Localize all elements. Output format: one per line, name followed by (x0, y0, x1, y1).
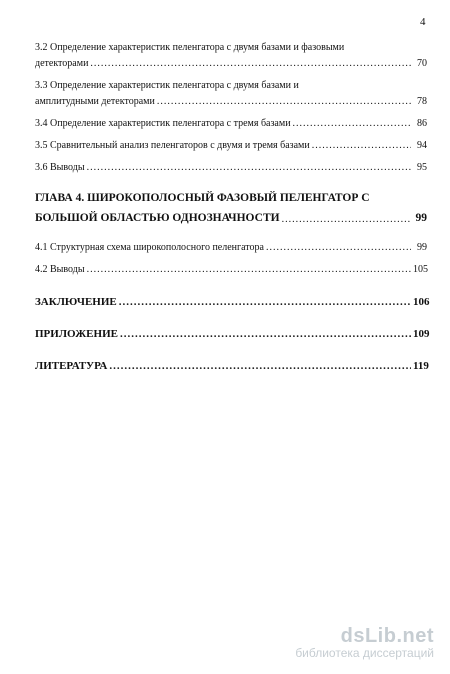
toc-item-3-6[interactable] (35, 160, 427, 176)
toc-chapter-4[interactable] (35, 208, 427, 228)
leader-dots (282, 212, 411, 228)
toc-appendix-page: 109 (413, 328, 430, 340)
toc-conclusion-page: 106 (413, 296, 430, 308)
toc-literature[interactable] (35, 358, 427, 374)
toc-chapter-4-page: 99 (415, 212, 427, 224)
leader-dots (120, 326, 411, 342)
leader-dots (87, 160, 411, 176)
leader-dots (266, 240, 411, 256)
toc-item-3-5-text: 3.5 Сравнительный анализ пеленгаторов с двумя и тремя базами (35, 140, 310, 151)
toc-item-3-4-text: 3.4 Определение характеристик пеленгатора с тремя базами (35, 118, 291, 129)
toc-item-4-2[interactable] (35, 262, 427, 278)
toc-item-3-4-page: 86 (417, 118, 427, 129)
toc-literature-text: ЛИТЕРАТУРА (35, 360, 108, 372)
toc-item-3-3[interactable] (35, 94, 427, 110)
toc-item-4-1[interactable] (35, 240, 427, 256)
toc-item-4-1-page: 99 (417, 242, 427, 253)
toc-appendix[interactable] (35, 326, 430, 342)
table-of-contents (35, 40, 430, 374)
leader-dots (109, 358, 411, 374)
toc-item-3-5[interactable] (35, 138, 427, 154)
toc-item-3-2-line2: детекторами (35, 58, 89, 69)
watermark (295, 625, 434, 660)
leader-dots (90, 56, 411, 72)
toc-item-4-1-text: 4.1 Структурная схема широкополосного пеленгатора (35, 242, 264, 253)
toc-item-3-3-line2: амплитудными детекторами (35, 96, 155, 107)
toc-item-3-3-page: 78 (417, 96, 427, 107)
toc-item-3-6-text: 3.6 Выводы (35, 162, 85, 173)
watermark-brand: dsLib.net (340, 625, 434, 647)
toc-conclusion[interactable] (35, 294, 430, 310)
toc-item-3-3-line1: 3.3 Определение характеристик пеленгатора с двумя базами и (35, 80, 299, 91)
leader-dots (157, 94, 411, 110)
toc-item-3-2-page: 70 (417, 58, 427, 69)
toc-appendix-text: ПРИЛОЖЕНИЕ (35, 328, 118, 340)
leader-dots (293, 116, 411, 132)
toc-literature-page: 119 (413, 360, 429, 372)
page-number: 4 (420, 16, 426, 28)
watermark-tagline: библиотека диссертаций (295, 646, 434, 660)
toc-item-3-2[interactable] (35, 56, 427, 72)
chapter-4-title-line2: БОЛЬШОЙ ОБЛАСТЬЮ ОДНОЗНАЧНОСТИ (35, 212, 280, 224)
toc-item-4-2-text: 4.2 Выводы (35, 264, 85, 275)
toc-item-3-6-page: 95 (417, 162, 427, 173)
leader-dots (87, 262, 411, 278)
toc-item-3-4[interactable] (35, 116, 427, 132)
leader-dots (119, 294, 411, 310)
leader-dots (312, 138, 411, 154)
toc-conclusion-text: ЗАКЛЮЧЕНИЕ (35, 296, 117, 308)
toc-item-3-5-page: 94 (417, 140, 427, 151)
chapter-4-title-line1: ГЛАВА 4. ШИРОКОПОЛОСНЫЙ ФАЗОВЫЙ ПЕЛЕНГАТОР С (35, 192, 370, 204)
toc-item-4-2-page: 105 (413, 264, 428, 275)
toc-item-3-2-line1: 3.2 Определение характеристик пеленгатора с двумя базами и фазовыми (35, 42, 345, 53)
